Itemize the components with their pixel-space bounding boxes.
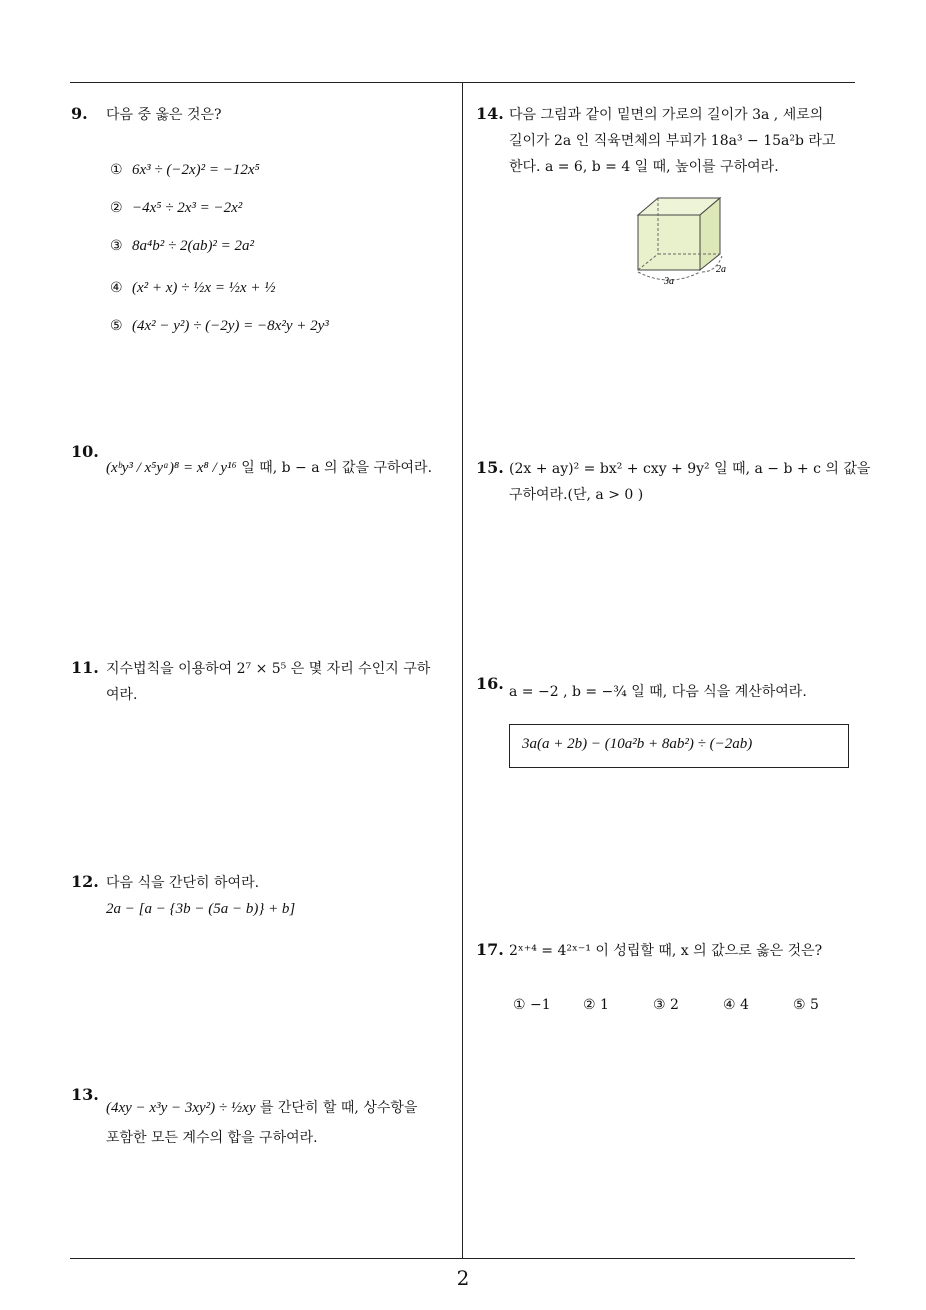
question-15-line2: 구하여라.(단, a > 0 ) xyxy=(509,487,644,503)
question-14-number: 14. xyxy=(476,104,504,123)
figure-depth-label: 2a xyxy=(716,264,726,275)
q9-choice-2[interactable]: ② −4x⁵ ÷ 2x³ = −2x² xyxy=(110,200,243,216)
expression-box xyxy=(509,724,849,768)
question-14-line3: 한다. a = 6, b = 4 일 때, 높이를 구하여라. xyxy=(509,159,779,175)
question-12-line1: 다음 식을 간단히 하여라. xyxy=(106,875,260,891)
question-12-expression: 2a − [a − {3b − (5a − b)} + b] xyxy=(106,901,296,917)
question-11-number: 11. xyxy=(71,658,99,677)
question-17-line1: 2ˣ⁺⁴ = 4²ˣ⁻¹ 이 성립할 때, x 의 값으로 옳은 것은? xyxy=(509,943,823,959)
question-10-number: 10. xyxy=(71,442,99,461)
q17-option-4[interactable]: ④ 4 xyxy=(723,997,749,1013)
boxed-expression: 3a(a + 2b) − (10a²b + 8ab²) ÷ (−2ab) xyxy=(522,736,753,752)
question-14-line1: 다음 그림과 같이 밑면의 가로의 길이가 3a , 세로의 xyxy=(509,107,824,123)
question-13-line1: (4xy − x³y − 3xy²) ÷ ½xy 를 간단히 할 때, 상수항을 xyxy=(106,1100,418,1116)
figure-width-label: 3a xyxy=(664,276,674,287)
question-12-number: 12. xyxy=(71,872,99,891)
question-15-number: 15. xyxy=(476,458,504,477)
q17-option-1[interactable]: ① −1 xyxy=(513,997,551,1013)
q17-option-5[interactable]: ⑤ 5 xyxy=(793,997,819,1013)
question-10-text: (xᵇy³ / x⁵yᵃ)⁸ = x⁸ / y¹⁶ 일 때, b − a 의 값을 구하여라. xyxy=(106,460,433,476)
q9-choice-5[interactable]: ⑤ (4x² − y²) ÷ (−2y) = −8x²y + 2y³ xyxy=(110,318,329,334)
question-15-line1: (2x + ay)² = bx² + cxy + 9y² 일 때, a − b + c 의 값을 xyxy=(509,461,871,477)
q9-choice-1[interactable]: ① 6x³ ÷ (−2x)² = −12x⁵ xyxy=(110,162,260,178)
page-number: 2 xyxy=(456,1266,470,1290)
question-11-line2: 여라. xyxy=(106,687,138,703)
question-14-line2: 길이가 2a 인 직육면체의 부피가 18a³ − 15a²b 라고 xyxy=(509,133,836,149)
column-divider xyxy=(462,83,463,1258)
q17-option-3[interactable]: ③ 2 xyxy=(653,997,679,1013)
question-9-number: 9. xyxy=(71,104,88,123)
question-16-number: 16. xyxy=(476,674,504,693)
question-13-number: 13. xyxy=(71,1085,99,1104)
q9-choice-3[interactable]: ③ 8a⁴b² ÷ 2(ab)² = 2a² xyxy=(110,238,255,254)
q9-choice-4[interactable]: ④ (x² + x) ÷ ½x = ½x + ½ xyxy=(110,280,276,296)
question-17-number: 17. xyxy=(476,940,504,959)
question-16-line1: a = −2 , b = −¾ 일 때, 다음 식을 계산하여라. xyxy=(509,684,807,700)
cuboid-figure xyxy=(620,190,750,290)
bottom-rule xyxy=(70,1258,855,1259)
q17-option-2[interactable]: ② 1 xyxy=(583,997,609,1013)
question-11-line1: 지수법칙을 이용하여 2⁷ × 5⁵ 은 몇 자리 수인지 구하 xyxy=(106,661,431,677)
question-13-line2: 포함한 모든 계수의 합을 구하여라. xyxy=(106,1130,318,1146)
question-9-stem: 다음 중 옳은 것은? xyxy=(106,107,222,123)
